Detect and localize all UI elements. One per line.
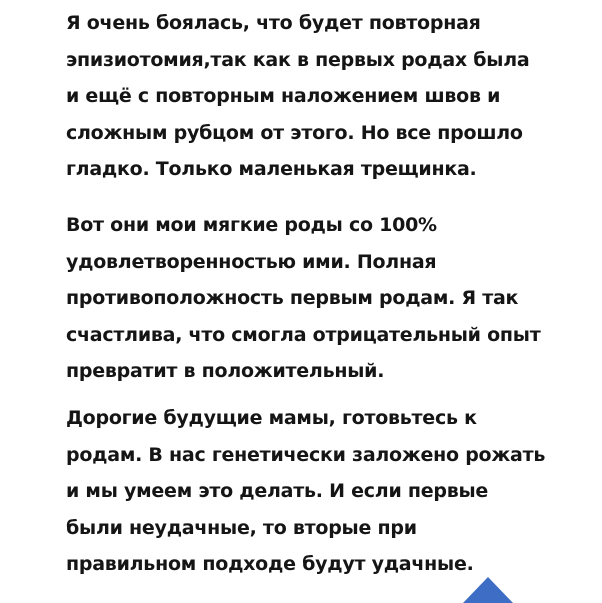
text-line: и мы умеем это делать. И если первые (66, 480, 489, 502)
text-line: гладко. Только маленькая трещинка. (66, 158, 477, 180)
text-line: правильном подходе будут удачные. (66, 553, 474, 575)
text-line: были неудачные, то вторые при (66, 516, 417, 539)
text-line: Я очень боялась, что будет повторная (66, 12, 481, 34)
text-line: Вот они мои мягкие роды со 100% (66, 214, 437, 236)
paragraph-soft-birth (66, 207, 566, 390)
text-line: превратит в положительный. (66, 360, 385, 382)
text-line: противоположность первым родам. Я так (66, 287, 519, 309)
text-line: Дорогие будущие мамы, готовьтесь к (66, 407, 477, 429)
text-line: сложным рубцом от этого. Но все прошло (66, 121, 523, 144)
text-line: счастлива, что смогла отрицательный опыт (66, 323, 541, 346)
text-line: эпизиотомия,так как в первых родах была (66, 48, 530, 71)
paragraph-fear-of-episiotomy (66, 5, 566, 188)
triangle-shape-icon (463, 577, 513, 603)
text-line: родам. В нас генетически заложено рожать (66, 443, 546, 466)
paragraph-advice-to-mothers (66, 400, 566, 583)
text-line: удовлетворенностью ими. Полная (66, 250, 437, 273)
text-line: и ещё с повторным наложением швов и (66, 85, 501, 107)
